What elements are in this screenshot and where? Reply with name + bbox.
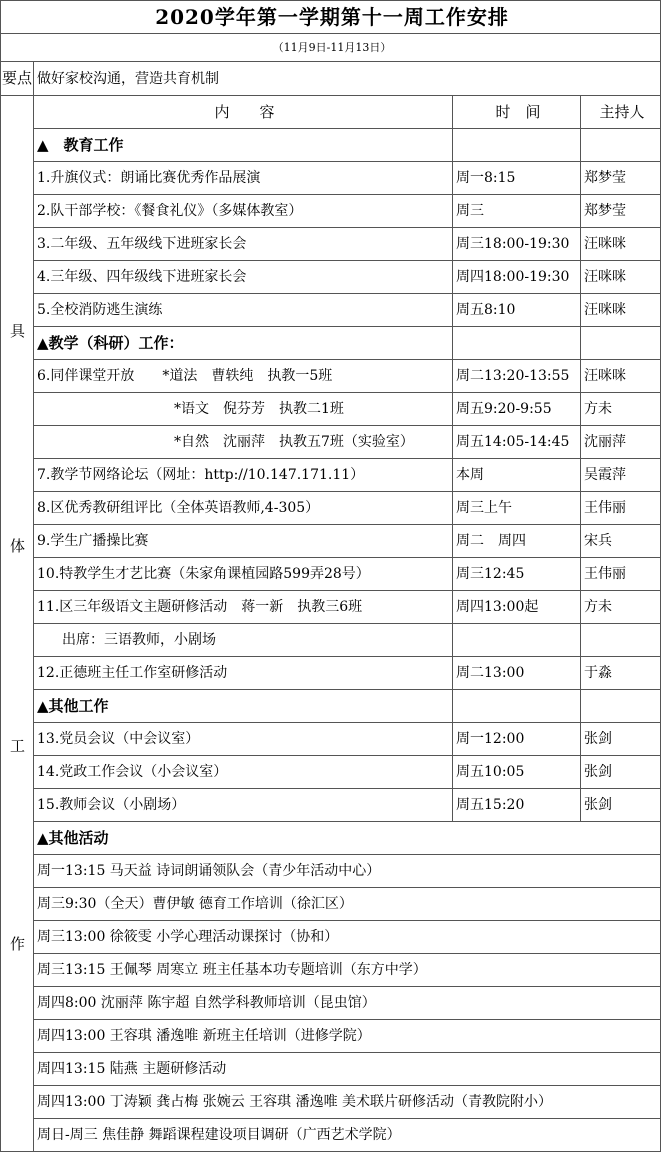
table-row xyxy=(1,360,661,393)
table-row xyxy=(1,195,661,228)
activity-row xyxy=(1,1086,661,1119)
activity-item: 周一13:15 马天益 诗词朗诵领队会（青少年活动中心） xyxy=(34,855,661,888)
activity-item: 周日-周三 焦佳静 舞蹈课程建设项目调研（广西艺术学院） xyxy=(34,1119,661,1152)
activity-row xyxy=(1,1053,661,1086)
table-row xyxy=(1,294,661,327)
header-host: 主持人 xyxy=(581,96,661,129)
row-host: 于淼 xyxy=(581,657,661,690)
activity-row xyxy=(1,1119,661,1152)
activity-row xyxy=(1,855,661,888)
row-host: 汪咪咪 xyxy=(581,228,661,261)
row-host: 方未 xyxy=(581,591,661,624)
activity-item: 周四13:15 陆燕 主题研修活动 xyxy=(34,1053,661,1086)
row-content: 8.区优秀教研组评比（全体英语教师,4-305） xyxy=(34,492,453,525)
row-content: 1.升旗仪式：朗诵比赛优秀作品展演 xyxy=(34,162,453,195)
row-content: 14.党政工作会议（小会议室） xyxy=(34,756,453,789)
activity-row xyxy=(1,888,661,921)
activity-item: 周三9:30（全天）曹伊敏 德育工作培训（徐汇区） xyxy=(34,888,661,921)
row-content: 4.三年级、四年级线下进班家长会 xyxy=(34,261,453,294)
side-char: 作 xyxy=(10,934,26,953)
section-teaching: ▲教学（科研）工作： xyxy=(34,327,453,360)
row-host: 张剑 xyxy=(581,723,661,756)
activity-row xyxy=(1,987,661,1020)
activity-item: 周三13:00 徐筱雯 小学心理活动课探讨（协和） xyxy=(34,921,661,954)
row-host: 王伟丽 xyxy=(581,558,661,591)
activity-item: 周四13:00 丁涛颖 龚占梅 张婉云 王容琪 潘逸唯 美术联片研修活动（青教院附小） xyxy=(34,1086,661,1119)
table-row xyxy=(1,789,661,822)
row-content: 6.同伴课堂开放 *道法 曹轶纯 执教一5班 xyxy=(34,360,453,393)
row-time: 周四13:00起 xyxy=(453,591,581,624)
row-time: 周五9:20-9:55 xyxy=(453,393,581,426)
row-content: 11.区三年级语文主题研修活动 蒋一新 执教三6班 xyxy=(34,591,453,624)
date-range: （11月9日-11月13日） xyxy=(1,34,661,62)
key-point-text: 做好家校沟通，营造共育机制 xyxy=(34,62,661,96)
activity-item: 周四13:00 王容琪 潘逸唯 新班主任培训（进修学院） xyxy=(34,1020,661,1053)
row-time: 周一8:15 xyxy=(453,162,581,195)
page-title: 2020学年第一学期第十一周工作安排 xyxy=(1,1,661,34)
row-content: 7.教学节网络论坛（网址：http://10.147.171.11） xyxy=(34,459,453,492)
row-time: 周一12:00 xyxy=(453,723,581,756)
row-host: 郑梦莹 xyxy=(581,195,661,228)
section-other-work: ▲其他工作 xyxy=(34,690,453,723)
table-row xyxy=(1,393,661,426)
activity-item: 周三13:15 王佩琴 周寒立 班主任基本功专题培训（东方中学） xyxy=(34,954,661,987)
header-row xyxy=(1,96,661,129)
row-host: 郑梦莹 xyxy=(581,162,661,195)
row-content: 12.正德班主任工作室研修活动 xyxy=(34,657,453,690)
side-label xyxy=(1,96,34,1152)
row-time: 周三上午 xyxy=(453,492,581,525)
section-row xyxy=(1,690,661,723)
row-host: 汪咪咪 xyxy=(581,294,661,327)
row-time: 周三18:00-19:30 xyxy=(453,228,581,261)
row-host: 沈丽萍 xyxy=(581,426,661,459)
row-content: 5.全校消防逃生演练 xyxy=(34,294,453,327)
section-education: ▲ 教育工作 xyxy=(34,129,453,162)
side-char: 工 xyxy=(10,736,26,755)
table-row xyxy=(1,492,661,525)
key-point-row xyxy=(1,62,661,96)
activity-row xyxy=(1,1020,661,1053)
table-row xyxy=(1,525,661,558)
table-row xyxy=(1,558,661,591)
row-host: 宋兵 xyxy=(581,525,661,558)
row-content: 15.教师会议（小剧场） xyxy=(34,789,453,822)
row-time: 周二13:20-13:55 xyxy=(453,360,581,393)
row-time: 周五8:10 xyxy=(453,294,581,327)
row-time: 周五15:20 xyxy=(453,789,581,822)
row-time: 周二13:00 xyxy=(453,657,581,690)
row-content: 2.队干部学校：《餐食礼仪》（多媒体教室） xyxy=(34,195,453,228)
key-point-label: 要点 xyxy=(1,62,34,96)
subtitle-row xyxy=(1,34,661,62)
row-time: 周三 xyxy=(453,195,581,228)
activity-row xyxy=(1,954,661,987)
row-content: 9.学生广播操比赛 xyxy=(34,525,453,558)
row-content: *自然 沈丽萍 执教五7班（实验室） xyxy=(34,426,453,459)
section-row xyxy=(1,822,661,855)
row-content: *语文 倪芬芳 执教二1班 xyxy=(34,393,453,426)
table-row xyxy=(1,624,661,657)
table-row xyxy=(1,228,661,261)
row-host: 王伟丽 xyxy=(581,492,661,525)
side-char: 具 xyxy=(10,321,26,340)
table-row xyxy=(1,459,661,492)
row-content: 出席：三语教师，小剧场 xyxy=(34,624,453,657)
row-host: 张剑 xyxy=(581,756,661,789)
side-char: 体 xyxy=(10,536,26,555)
row-time: 周五14:05-14:45 xyxy=(453,426,581,459)
table-row xyxy=(1,261,661,294)
title-row xyxy=(1,1,661,34)
table-row xyxy=(1,657,661,690)
activity-item: 周四8:00 沈丽萍 陈宇超 自然学科教师培训（昆虫馆） xyxy=(34,987,661,1020)
row-host: 汪咪咪 xyxy=(581,360,661,393)
row-content: 10.特教学生才艺比赛（朱家角课植园路599弄28号） xyxy=(34,558,453,591)
table-row xyxy=(1,756,661,789)
row-time: 周三12:45 xyxy=(453,558,581,591)
row-host: 汪咪咪 xyxy=(581,261,661,294)
row-content: 13.党员会议（中会议室） xyxy=(34,723,453,756)
row-host: 方未 xyxy=(581,393,661,426)
section-row xyxy=(1,327,661,360)
activity-row xyxy=(1,921,661,954)
header-time: 时 间 xyxy=(453,96,581,129)
section-row xyxy=(1,129,661,162)
row-time: 本周 xyxy=(453,459,581,492)
row-time: 周二 周四 xyxy=(453,525,581,558)
row-content: 3.二年级、五年级线下进班家长会 xyxy=(34,228,453,261)
table-row xyxy=(1,426,661,459)
header-content: 内 容 xyxy=(34,96,453,129)
row-time: 周四18:00-19:30 xyxy=(453,261,581,294)
section-other-activities: ▲其他活动 xyxy=(34,822,661,855)
table-row xyxy=(1,591,661,624)
table-row xyxy=(1,162,661,195)
row-host: 张剑 xyxy=(581,789,661,822)
row-host: 吴霞萍 xyxy=(581,459,661,492)
row-time: 周五10:05 xyxy=(453,756,581,789)
table-row xyxy=(1,723,661,756)
